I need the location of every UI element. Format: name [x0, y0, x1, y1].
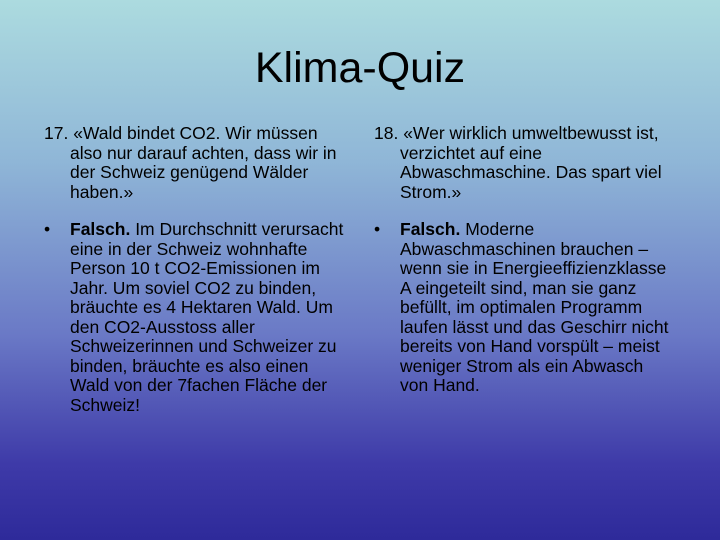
- bullet-icon: •: [374, 219, 381, 239]
- answer-17: [44, 220, 348, 415]
- left-column: [44, 124, 348, 415]
- answer-17-body: [70, 220, 348, 415]
- answer-17-text: Im Durchschnitt verursacht eine in der Schweiz wohnhafte Person 10 t CO2-Emissionen im Jahr. Um soviel CO2 zu binden, bräuchte es 4 Hektaren Wald. Um den CO2-Ausstoss aller Schweizerinnen und Schweizer zu binden, bräuchte es also einen Wald von der 7fachen Fläche der Schweiz!: [70, 219, 344, 415]
- question-17: 17. «Wald bindet CO2. Wir müssen also nur darauf achten, dass wir in der Schweiz genügend Wälder haben.»: [44, 123, 337, 202]
- right-column: [374, 124, 674, 396]
- answer-18: [374, 220, 674, 396]
- answer-18-lead: Falsch.: [400, 219, 461, 239]
- answer-17-lead: Falsch.: [70, 219, 131, 239]
- answer-18-body: [400, 220, 674, 396]
- question-18: 18. «Wer wirklich umweltbewusst ist, verzichtet auf eine Abwaschmaschine. Das spart viel Strom.»: [374, 123, 662, 202]
- answer-18-text: Moderne Abwaschmaschinen brauchen – wenn sie in Energieeffizienzklasse A eingeteilt sind, man sie ganz befüllt, im optimalen Programm laufen lässt und das Geschirr nicht bereits von Hand vorspült – meist weniger Strom als ein Abwasch von Hand.: [400, 219, 669, 395]
- slide-title: Klima-Quiz: [254, 44, 466, 92]
- bullet-icon: •: [44, 219, 51, 239]
